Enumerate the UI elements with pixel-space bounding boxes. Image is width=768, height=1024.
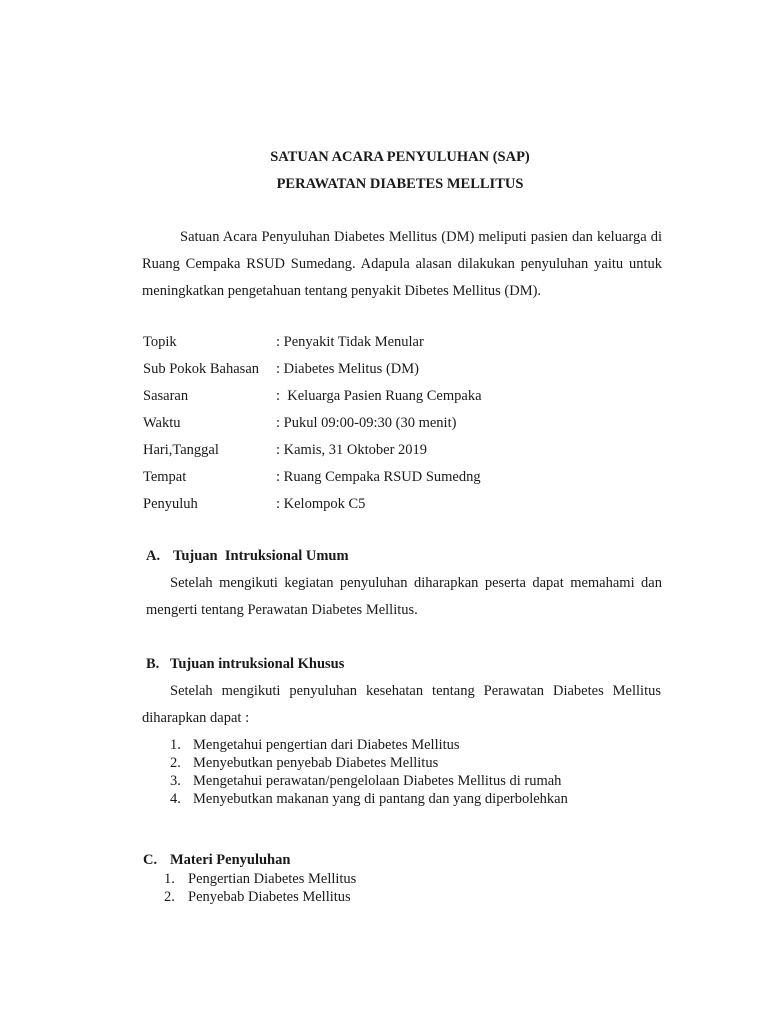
section-a-heading: Tujuan Intruksional Umum <box>173 548 349 564</box>
list-number: 4. <box>170 791 181 807</box>
info-value: : Ruang Cempaka RSUD Sumedng <box>276 469 481 485</box>
section-b-letter: B. <box>146 656 160 672</box>
list-item: Penyebab Diabetes Mellitus <box>188 889 351 905</box>
section-a-letter: A. <box>146 548 161 564</box>
info-label: Topik <box>143 334 177 350</box>
info-label: Sub Pokok Bahasan <box>143 361 259 377</box>
section-b-text: Setelah mengikuti penyuluhan kesehatan tentang Perawatan Diabetes Mellitus diharapkan dapat : <box>142 683 661 726</box>
info-value: : Keluarga Pasien Ruang Cempaka <box>276 388 482 404</box>
section-b-heading: Tujuan intruksional Khusus <box>170 656 345 672</box>
info-value: : Pukul 09:00-09:30 (30 menit) <box>276 415 457 431</box>
info-value: : Diabetes Melitus (DM) <box>276 361 419 377</box>
info-label: Waktu <box>143 415 181 431</box>
list-number: 2. <box>164 889 175 905</box>
intro-paragraph: Satuan Acara Penyuluhan Diabetes Mellitus (DM) meliputi pasien dan keluarga di Ruang Cempaka RSUD Sumedang. Adapula alasan dilakukan penyuluhan yaitu untuk meningkatkan pengetahuan tentang penyakit Dibetes Mellitus (DM). <box>142 229 662 299</box>
info-label: Sasaran <box>143 388 189 404</box>
info-label: Penyuluh <box>143 496 198 512</box>
list-item: Menyebutkan makanan yang di pantang dan yang diperbolehkan <box>193 791 568 807</box>
list-number: 2. <box>170 755 181 771</box>
document-subtitle: PERAWATAN DIABETES MELLITUS <box>276 176 524 192</box>
list-number: 1. <box>164 871 175 887</box>
list-number: 1. <box>170 737 181 753</box>
document-title: SATUAN ACARA PENYULUHAN (SAP) <box>270 149 530 165</box>
list-item: Mengetahui perawatan/pengelolaan Diabetes Mellitus di rumah <box>193 773 562 789</box>
section-a-text: Setelah mengikuti kegiatan penyuluhan diharapkan peserta dapat memahami dan mengerti tentang Perawatan Diabetes Mellitus. <box>146 575 662 618</box>
info-value: : Kamis, 31 Oktober 2019 <box>276 442 428 458</box>
info-value: : Kelompok C5 <box>276 496 366 512</box>
info-label: Tempat <box>143 469 187 485</box>
section-c-heading: Materi Penyuluhan <box>170 852 291 868</box>
section-c-letter: C. <box>143 852 158 868</box>
list-item: Mengetahui pengertian dari Diabetes Mellitus <box>193 737 460 753</box>
list-item: Menyebutkan penyebab Diabetes Mellitus <box>193 755 439 771</box>
info-label: Hari,Tanggal <box>143 442 219 458</box>
list-number: 3. <box>170 773 181 789</box>
list-item: Pengertian Diabetes Mellitus <box>188 871 357 887</box>
info-value: : Penyakit Tidak Menular <box>276 334 424 350</box>
